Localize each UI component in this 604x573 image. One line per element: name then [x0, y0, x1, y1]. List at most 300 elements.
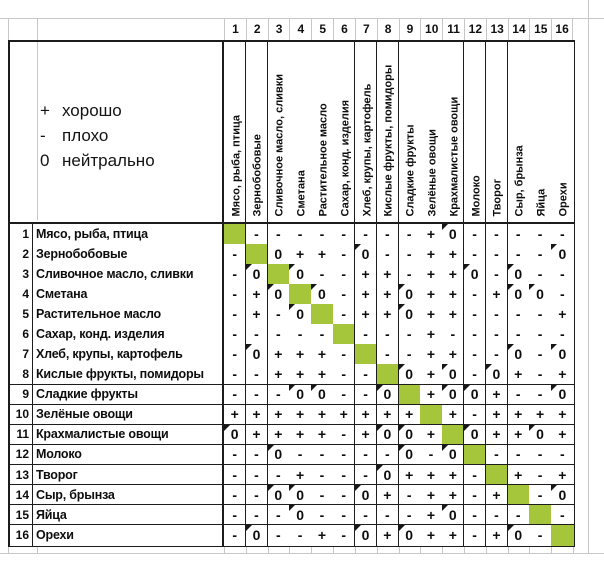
matrix-cell: -	[420, 445, 442, 466]
matrix-cell-diagonal	[268, 264, 290, 285]
matrix-cell: -	[268, 505, 290, 526]
matrix-cell: +	[246, 284, 268, 305]
matrix-cell: -	[333, 364, 355, 385]
ghost-gridline	[399, 547, 400, 553]
matrix-cell: -	[246, 465, 268, 486]
matrix-cell: -	[246, 445, 268, 466]
matrix-cell: 0	[464, 425, 486, 446]
note-marker-icon	[508, 525, 514, 531]
matrix-cell: +	[551, 405, 573, 426]
matrix-cell: +	[508, 465, 530, 486]
matrix-cell: 0	[399, 445, 421, 466]
row-number: 9	[10, 385, 33, 406]
note-marker-icon	[399, 304, 405, 310]
matrix-cell: -	[333, 344, 355, 365]
matrix-cell: +	[442, 244, 464, 265]
column-header	[420, 42, 442, 224]
ghost-gridline	[8, 18, 9, 40]
note-marker-icon	[529, 425, 535, 431]
matrix-cell-diagonal	[333, 324, 355, 345]
matrix-cell: -	[399, 264, 421, 285]
matrix-cell: -	[529, 465, 551, 486]
col-number: 3	[268, 18, 290, 40]
matrix-cell: -	[399, 485, 421, 506]
matrix-cell: +	[377, 284, 399, 305]
legend-symbol-zero: 0	[40, 151, 50, 170]
col-number: 11	[442, 18, 464, 40]
matrix-cell: -	[224, 505, 246, 526]
matrix-cell: -	[289, 445, 311, 466]
column-header	[551, 42, 573, 224]
column-header-label: Кислые фрукты, помидоры	[382, 64, 395, 217]
note-marker-icon	[464, 425, 470, 431]
matrix-cell: +	[420, 304, 442, 325]
row-number: 12	[10, 445, 33, 466]
matrix-cell: -	[464, 284, 486, 305]
matrix-cell: -	[224, 465, 246, 486]
matrix-cell: -	[311, 445, 333, 466]
note-marker-icon	[246, 344, 252, 350]
matrix-cell: -	[246, 505, 268, 526]
matrix-cell: -	[377, 224, 399, 245]
col-number: 10	[420, 18, 442, 40]
row-number: 7	[10, 344, 33, 365]
matrix-cell: -	[246, 385, 268, 406]
row-label: Сладкие фрукты	[33, 385, 224, 406]
matrix-cell: -	[355, 324, 377, 345]
matrix-cell: +	[355, 405, 377, 426]
note-marker-icon	[289, 304, 295, 310]
matrix-cell: +	[486, 425, 508, 446]
matrix-cell: -	[529, 485, 551, 506]
matrix-cell: -	[508, 244, 530, 265]
legend-symbol-plus: +	[40, 101, 50, 120]
matrix-cell: +	[420, 465, 442, 486]
column-header-label: Сливочное масло, сливки	[273, 74, 286, 217]
column-header-label: Орехи	[557, 182, 570, 217]
col-number: 13	[486, 18, 508, 40]
matrix-cell: -	[355, 465, 377, 486]
matrix-cell: +	[289, 465, 311, 486]
ghost-gridline	[37, 547, 38, 553]
matrix-cell: +	[377, 525, 399, 546]
matrix-cell: -	[486, 224, 508, 245]
row-number: 2	[10, 244, 33, 265]
matrix-cell: +	[551, 364, 573, 385]
col-number: 2	[246, 18, 268, 40]
matrix-cell: -	[246, 324, 268, 345]
ghost-gridline	[420, 547, 421, 553]
column-header	[464, 42, 486, 224]
matrix-cell: -	[529, 364, 551, 385]
matrix-cell: -	[224, 485, 246, 506]
matrix-cell: -	[529, 344, 551, 365]
note-marker-icon	[377, 385, 383, 391]
note-marker-icon	[311, 284, 317, 290]
matrix-cell: -	[529, 264, 551, 285]
matrix-cell: +	[268, 344, 290, 365]
matrix-cell: 0	[508, 344, 530, 365]
note-marker-icon	[508, 344, 514, 350]
matrix-cell: +	[355, 304, 377, 325]
matrix-cell: 0	[289, 505, 311, 526]
matrix-cell: -	[333, 525, 355, 546]
column-header	[529, 42, 551, 224]
matrix-cell: 0	[442, 445, 464, 466]
matrix-cell: -	[224, 244, 246, 265]
note-marker-icon	[377, 425, 383, 431]
matrix-cell: 0	[224, 425, 246, 446]
column-header	[377, 42, 399, 224]
column-header	[224, 42, 246, 224]
matrix-cell: -	[551, 505, 573, 526]
matrix-cell: 0	[311, 284, 333, 305]
compatibility-matrix	[8, 40, 575, 547]
matrix-cell: +	[442, 264, 464, 285]
matrix-cell: +	[486, 525, 508, 546]
column-header-label: Зелёные овощи	[426, 129, 439, 217]
matrix-cell: -	[464, 324, 486, 345]
matrix-cell: 0	[246, 264, 268, 285]
matrix-cell: +	[442, 465, 464, 486]
matrix-cell: -	[246, 224, 268, 245]
matrix-cell: +	[442, 284, 464, 305]
matrix-cell: -	[551, 324, 573, 345]
matrix-cell-diagonal	[399, 385, 421, 406]
matrix-cell: +	[420, 264, 442, 285]
column-header	[399, 42, 421, 224]
column-header-label: Творог	[491, 178, 504, 217]
matrix-cell: 0	[508, 264, 530, 285]
matrix-cell: 0	[355, 244, 377, 265]
matrix-cell: -	[486, 244, 508, 265]
note-marker-icon	[268, 445, 274, 451]
matrix-cell: +	[399, 465, 421, 486]
matrix-cell: 0	[486, 364, 508, 385]
matrix-cell: 0	[377, 425, 399, 446]
matrix-cell: 0	[442, 385, 464, 406]
column-header-label: Мясо, рыба, птица	[230, 115, 243, 217]
note-marker-icon	[289, 505, 295, 511]
matrix-cell-diagonal	[311, 304, 333, 325]
matrix-cell: +	[442, 304, 464, 325]
matrix-cell: +	[486, 485, 508, 506]
column-header-label: Растительное масло	[317, 103, 330, 217]
matrix-cell: +	[551, 304, 573, 325]
matrix-cell: -	[377, 244, 399, 265]
matrix-cell: 0	[289, 304, 311, 325]
column-header-label: Сметана	[295, 170, 308, 217]
note-marker-icon	[399, 284, 405, 290]
row-number: 15	[10, 505, 33, 526]
matrix-cell-diagonal	[508, 485, 530, 506]
matrix-cell: -	[355, 445, 377, 466]
col-number: 5	[311, 18, 333, 40]
note-marker-icon	[268, 284, 274, 290]
matrix-cell: 0	[268, 244, 290, 265]
note-marker-icon	[551, 244, 557, 250]
row-number: 16	[10, 525, 33, 546]
matrix-cell: +	[486, 284, 508, 305]
matrix-cell-diagonal	[224, 224, 246, 245]
col-number: 9	[399, 18, 421, 40]
note-marker-icon	[311, 385, 317, 391]
row-number: 11	[10, 425, 33, 446]
matrix-cell: +	[246, 405, 268, 426]
matrix-cell: -	[486, 505, 508, 526]
matrix-cell: 0	[508, 284, 530, 305]
row-label: Мясо, рыба, птица	[33, 224, 224, 245]
matrix-cell: +	[355, 284, 377, 305]
matrix-cell: +	[508, 405, 530, 426]
matrix-cell: -	[311, 465, 333, 486]
matrix-cell: -	[486, 264, 508, 285]
ghost-gridline	[588, 0, 589, 553]
matrix-cell: -	[464, 525, 486, 546]
note-marker-icon	[289, 264, 295, 270]
matrix-cell: -	[224, 264, 246, 285]
column-header-label: Яйца	[535, 188, 548, 217]
matrix-cell: +	[311, 425, 333, 446]
note-marker-icon	[224, 425, 230, 431]
matrix-cell: 0	[442, 364, 464, 385]
matrix-cell: 0	[464, 385, 486, 406]
note-marker-icon	[486, 364, 492, 370]
matrix-cell: 0	[442, 505, 464, 526]
matrix-cell: 0	[355, 485, 377, 506]
matrix-cell: -	[268, 324, 290, 345]
matrix-cell: +	[268, 364, 290, 385]
note-marker-icon	[442, 224, 448, 230]
matrix-cell: +	[355, 425, 377, 446]
matrix-cell: +	[420, 425, 442, 446]
column-header-label: Сыр, брынза	[513, 145, 526, 217]
matrix-cell: -	[355, 224, 377, 245]
matrix-cell: -	[355, 364, 377, 385]
matrix-cell: -	[224, 304, 246, 325]
col-number: 14	[508, 18, 530, 40]
legend-cell	[10, 42, 224, 224]
matrix-cell: +	[311, 405, 333, 426]
matrix-cell: +	[311, 364, 333, 385]
matrix-cell: -	[289, 525, 311, 546]
matrix-cell: 0	[551, 244, 573, 265]
matrix-cell: -	[551, 264, 573, 285]
matrix-cell: 0	[289, 485, 311, 506]
column-header	[333, 42, 355, 224]
matrix-cell: -	[333, 224, 355, 245]
matrix-cell: -	[464, 485, 486, 506]
matrix-cell: 0	[268, 485, 290, 506]
matrix-cell: 0	[551, 485, 573, 506]
matrix-cell-diagonal	[420, 405, 442, 426]
matrix-cell: -	[311, 324, 333, 345]
note-marker-icon	[377, 465, 383, 471]
note-marker-icon	[355, 525, 361, 531]
ghost-gridline	[377, 547, 378, 553]
note-marker-icon	[246, 525, 252, 531]
matrix-cell: -	[224, 344, 246, 365]
note-marker-icon	[442, 445, 448, 451]
matrix-cell: -	[333, 385, 355, 406]
matrix-cell: -	[399, 244, 421, 265]
matrix-cell-diagonal	[442, 425, 464, 446]
matrix-cell: +	[268, 425, 290, 446]
matrix-cell: -	[486, 304, 508, 325]
legend-item-neutral	[40, 148, 155, 173]
matrix-cell: -	[508, 505, 530, 526]
legend-label-neutral: нейтрально	[62, 151, 155, 170]
matrix-cell: -	[377, 505, 399, 526]
matrix-cell: +	[551, 465, 573, 486]
ghost-gridline	[8, 547, 9, 553]
row-number: 14	[10, 485, 33, 506]
matrix-cell: +	[442, 405, 464, 426]
row-label: Крахмалистые овощи	[33, 425, 224, 446]
ghost-gridline	[0, 553, 604, 554]
matrix-cell: -	[399, 344, 421, 365]
col-number: 12	[464, 18, 486, 40]
matrix-cell: -	[464, 224, 486, 245]
ghost-gridline	[529, 547, 530, 553]
legend-label-bad: плохо	[62, 126, 109, 145]
matrix-cell: +	[289, 425, 311, 446]
matrix-cell: -	[508, 385, 530, 406]
matrix-cell: +	[377, 485, 399, 506]
matrix-cell: +	[551, 425, 573, 446]
matrix-cell: -	[508, 224, 530, 245]
matrix-cell: -	[246, 364, 268, 385]
note-marker-icon	[442, 505, 448, 511]
matrix-cell: -	[268, 385, 290, 406]
matrix-cell: -	[224, 385, 246, 406]
matrix-cell: +	[399, 405, 421, 426]
column-header-label: Сахар, конд. изделия	[339, 99, 352, 217]
matrix-cell: -	[508, 304, 530, 325]
matrix-cell: +	[529, 405, 551, 426]
matrix-cell: +	[289, 244, 311, 265]
column-header	[268, 42, 290, 224]
ghost-gridline	[486, 547, 487, 553]
matrix-cell: +	[442, 344, 464, 365]
ghost-gridline	[268, 547, 269, 553]
row-label: Растительное масло	[33, 304, 224, 325]
matrix-cell: -	[464, 364, 486, 385]
matrix-cell: +	[420, 284, 442, 305]
matrix-cell: 0	[464, 264, 486, 285]
ghost-gridline	[551, 547, 552, 553]
matrix-cell: -	[333, 284, 355, 305]
matrix-cell: -	[486, 344, 508, 365]
matrix-cell: 0	[311, 385, 333, 406]
matrix-cell: -	[333, 445, 355, 466]
matrix-cell-diagonal	[529, 505, 551, 526]
row-number: 6	[10, 324, 33, 345]
note-marker-icon	[399, 445, 405, 451]
col-number: 1	[224, 18, 246, 40]
matrix-cell: -	[508, 445, 530, 466]
column-header	[486, 42, 508, 224]
row-number: 5	[10, 304, 33, 325]
matrix-cell: -	[289, 324, 311, 345]
matrix-cell: -	[289, 224, 311, 245]
matrix-cell: -	[355, 385, 377, 406]
matrix-cell: +	[268, 405, 290, 426]
row-label: Зелёные овощи	[33, 405, 224, 426]
matrix-cell: -	[551, 224, 573, 245]
matrix-cell: 0	[268, 445, 290, 466]
matrix-cell: -	[311, 224, 333, 245]
matrix-cell: -	[529, 224, 551, 245]
row-label: Сливочное масло, сливки	[33, 264, 224, 285]
note-marker-icon	[508, 264, 514, 270]
matrix-cell: 0	[268, 284, 290, 305]
matrix-cell: +	[377, 264, 399, 285]
matrix-cell: -	[551, 284, 573, 305]
note-marker-icon	[442, 364, 448, 370]
row-label: Зернобобовые	[33, 244, 224, 265]
matrix-cell: -	[464, 304, 486, 325]
matrix-cell: -	[464, 465, 486, 486]
matrix-cell: -	[246, 485, 268, 506]
matrix-cell: +	[311, 344, 333, 365]
column-header-label: Хлеб, крупы, картофель	[361, 83, 374, 217]
matrix-cell: +	[246, 304, 268, 325]
matrix-cell: +	[311, 244, 333, 265]
matrix-cell: 0	[529, 425, 551, 446]
row-label: Кислые фрукты, помидоры	[33, 364, 224, 385]
matrix-cell: -	[442, 324, 464, 345]
column-header	[311, 42, 333, 224]
ghost-gridline	[573, 547, 574, 553]
note-marker-icon	[551, 385, 557, 391]
matrix-cell: +	[486, 385, 508, 406]
matrix-cell: 0	[377, 385, 399, 406]
note-marker-icon	[268, 485, 274, 491]
matrix-cell: -	[268, 525, 290, 546]
matrix-cell: -	[268, 304, 290, 325]
matrix-cell: +	[355, 264, 377, 285]
matrix-cell-diagonal	[289, 284, 311, 305]
note-marker-icon	[464, 264, 470, 270]
legend-item-good	[40, 98, 155, 123]
matrix-cell: 0	[377, 465, 399, 486]
legend	[40, 98, 155, 173]
note-marker-icon	[289, 385, 295, 391]
matrix-cell: -	[224, 525, 246, 546]
matrix-cell: -	[508, 324, 530, 345]
note-marker-icon	[399, 525, 405, 531]
matrix-cell: -	[377, 344, 399, 365]
matrix-cell: -	[311, 485, 333, 506]
matrix-cell: +	[289, 405, 311, 426]
matrix-cell-diagonal	[486, 465, 508, 486]
matrix-cell: -	[529, 385, 551, 406]
ghost-gridline	[442, 547, 443, 553]
matrix-cell: -	[333, 304, 355, 325]
note-marker-icon	[289, 485, 295, 491]
matrix-cell: -	[399, 224, 421, 245]
column-header	[289, 42, 311, 224]
matrix-cell: 0	[289, 264, 311, 285]
row-number: 8	[10, 364, 33, 385]
matrix-cell: +	[420, 324, 442, 345]
matrix-cell-diagonal	[377, 364, 399, 385]
matrix-cell: -	[333, 244, 355, 265]
matrix-cell: 0	[508, 525, 530, 546]
row-number: 4	[10, 284, 33, 305]
matrix-cell: -	[355, 505, 377, 526]
